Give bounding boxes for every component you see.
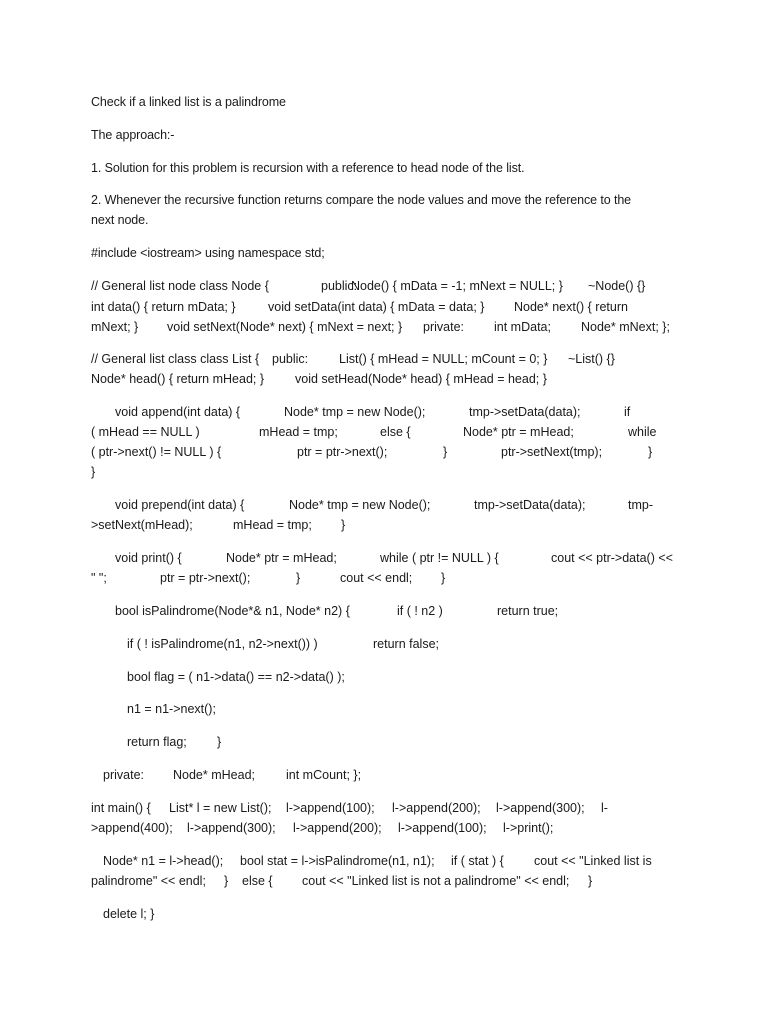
code-fragment: private: [423, 320, 464, 334]
code-fragment: tmp->setData(data); [474, 498, 586, 512]
main-line-1 [91, 798, 691, 818]
code-fragment: " "; [91, 571, 107, 585]
code-fragment: void setNext(Node* next) { mNext = next; } [167, 320, 403, 334]
code-fragment: if ( ! isPalindrome(n1, n2->next()) ) [127, 637, 318, 651]
code-fragment: ( mHead == NULL ) [91, 425, 200, 439]
code-fragment: public: [321, 279, 358, 293]
document-title: Check if a linked list is a palindrome [91, 95, 286, 109]
point-1: 1. Solution for this problem is recursion with a reference to head node of the list. [91, 161, 525, 175]
code-fragment: ptr = ptr->next(); [297, 445, 388, 459]
code-fragment: cout << endl; [340, 571, 413, 585]
main-line-3 [91, 851, 691, 871]
code-fragment: public: [272, 352, 309, 366]
node-class-line-3 [91, 317, 691, 337]
code-fragment: int mData; [494, 320, 551, 334]
code-fragment: Node* head() { return mHead; } [91, 372, 265, 386]
code-fragment: Node* mNext; }; [581, 320, 670, 334]
code-fragment: return false; [373, 637, 440, 651]
code-fragment: } [443, 445, 448, 459]
code-fragment: while ( ptr != NULL ) { [380, 551, 499, 565]
list-class-line-2 [91, 369, 691, 389]
code-fragment: l->append(100); [286, 801, 375, 815]
main-line-2 [91, 818, 691, 838]
ispalindrome-line-3 [91, 667, 691, 687]
code-fragment: } [588, 874, 593, 888]
code-fragment: } [296, 571, 301, 585]
code-fragment: tmp->setData(data); [469, 405, 581, 419]
code-fragment: cout << "Linked list is [534, 854, 652, 868]
node-class-line-1 [91, 276, 691, 296]
code-fragment: else { [242, 874, 273, 888]
code-fragment: Node* n1 = l->head(); [103, 854, 224, 868]
code-fragment: n1 = n1->next(); [127, 702, 216, 716]
code-fragment: ~Node() {} [588, 279, 646, 293]
prepend-line-1 [91, 495, 691, 515]
code-fragment: l->append(200); [293, 821, 382, 835]
code-fragment: l->print(); [503, 821, 554, 835]
code-fragment: if ( stat ) { [451, 854, 504, 868]
code-fragment: void prepend(int data) { [115, 498, 245, 512]
code-fragment: } [217, 735, 222, 749]
code-fragment: } [341, 518, 346, 532]
prepend-line-2 [91, 515, 691, 535]
code-fragment: bool stat = l->isPalindrome(n1, n1); [240, 854, 435, 868]
code-fragment: delete l; } [103, 907, 155, 921]
code-fragment: void setData(int data) { mData = data; } [268, 300, 485, 314]
code-fragment: bool flag = ( n1->data() == n2->data() ); [127, 670, 345, 684]
print-line-2 [91, 568, 691, 588]
code-fragment: ptr->setNext(tmp); [501, 445, 603, 459]
append-line-1 [91, 402, 691, 422]
code-fragment: tmp- [628, 498, 653, 512]
code-fragment: List() { mHead = NULL; mCount = 0; } [339, 352, 548, 366]
code-fragment: Node* ptr = mHead; [463, 425, 574, 439]
code-fragment: int main() { [91, 801, 151, 815]
code-fragment: mNext; } [91, 320, 139, 334]
code-fragment: int data() { return mData; } [91, 300, 236, 314]
point-2-line-2: next node. [91, 213, 149, 227]
code-fragment: mHead = tmp; [233, 518, 312, 532]
code-fragment: int mCount; }; [286, 768, 362, 782]
code-fragment: if [624, 405, 631, 419]
ispalindrome-line-1 [91, 601, 691, 621]
code-fragment: // General list class class List { [91, 352, 260, 366]
code-fragment: ptr = ptr->next(); [160, 571, 251, 585]
code-fragment: while [628, 425, 657, 439]
code-fragment: mHead = tmp; [259, 425, 338, 439]
main-line-5 [91, 904, 691, 924]
code-fragment: Node* next() { return [514, 300, 628, 314]
code-fragment: l->append(200); [392, 801, 481, 815]
ispalindrome-line-5 [91, 732, 691, 752]
code-fragment: void setHead(Node* head) { mHead = head; } [295, 372, 547, 386]
code-fragment: Node* mHead; [173, 768, 255, 782]
code-fragment: else { [380, 425, 411, 439]
code-fragment: return flag; [127, 735, 187, 749]
code-fragment: bool isPalindrome(Node*& n1, Node* n2) { [115, 604, 350, 618]
code-fragment: cout << ptr->data() << [551, 551, 673, 565]
ispalindrome-line-4 [91, 699, 691, 719]
code-fragment: void append(int data) { [115, 405, 241, 419]
code-fragment: // General list node class Node { [91, 279, 269, 293]
code-fragment: void print() { [115, 551, 182, 565]
code-fragment: } [648, 445, 653, 459]
code-fragment: l->append(100); [398, 821, 487, 835]
main-line-4 [91, 871, 691, 891]
print-line-1 [91, 548, 691, 568]
code-fragment: private: [103, 768, 144, 782]
append-line-2 [91, 422, 691, 442]
code-fragment: cout << "Linked list is not a palindrome" << endl; [302, 874, 570, 888]
private-section-line [91, 765, 691, 785]
code-fragment: List* l = new List(); [169, 801, 272, 815]
ispalindrome-line-2 [91, 634, 691, 654]
code-fragment: if ( ! n2 ) [397, 604, 443, 618]
code-fragment: ( ptr->next() != NULL ) { [91, 445, 222, 459]
code-fragment: Node* tmp = new Node(); [284, 405, 426, 419]
include-line: #include <iostream> using namespace std; [91, 246, 325, 260]
code-fragment: Node() { mData = -1; mNext = NULL; } [351, 279, 563, 293]
code-fragment: >append(400); [91, 821, 173, 835]
code-fragment: >setNext(mHead); [91, 518, 193, 532]
approach-heading: The approach:- [91, 128, 175, 142]
code-fragment: palindrome" << endl; [91, 874, 206, 888]
code-fragment: l- [601, 801, 608, 815]
point-2-line-1: 2. Whenever the recursive function returns compare the node values and move the reference to the [91, 193, 632, 207]
code-fragment: } [224, 874, 229, 888]
code-fragment: return true; [497, 604, 559, 618]
code-fragment: Node* ptr = mHead; [226, 551, 337, 565]
code-fragment: l->append(300); [187, 821, 276, 835]
code-fragment: l->append(300); [496, 801, 585, 815]
code-fragment: Node* tmp = new Node(); [289, 498, 431, 512]
code-fragment: ~List() {} [568, 352, 615, 366]
code-fragment: } [441, 571, 446, 585]
append-line-3 [91, 442, 691, 462]
code-fragment: } [91, 465, 96, 479]
list-class-line-1 [91, 349, 691, 369]
append-line-4 [91, 462, 691, 482]
node-class-line-2 [91, 297, 691, 317]
